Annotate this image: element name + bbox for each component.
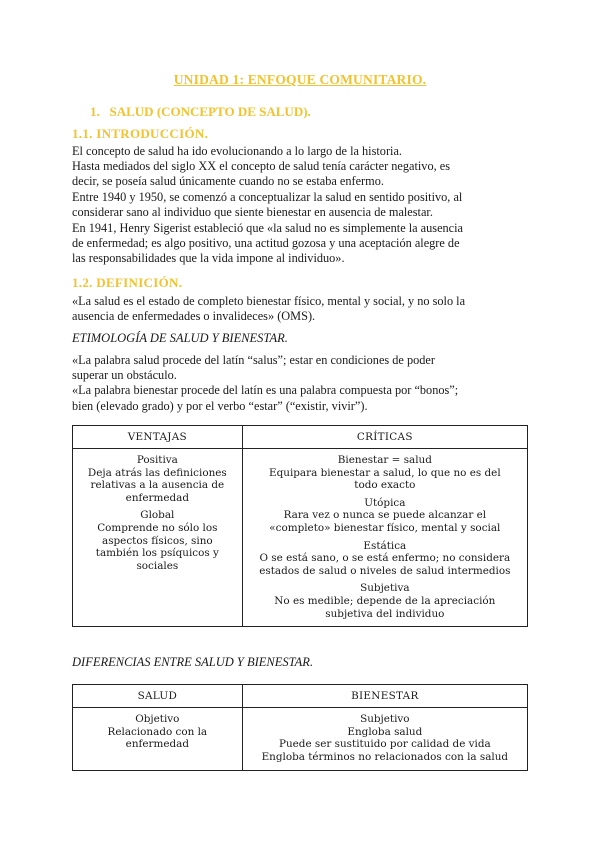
critica-title: Subjetiva	[360, 582, 410, 595]
critica-line: todo exacto	[354, 479, 416, 492]
etymology-heading: ETIMOLOGÍA DE SALUD Y BIENESTAR.	[72, 331, 288, 345]
header-bienestar: BIENESTAR	[242, 685, 527, 708]
critica-line: «completo» bienestar físico, mental y social	[269, 521, 501, 534]
text-line: decir, se poseía salud únicamente cuando no se estaba enfermo.	[72, 174, 384, 189]
ventaja-line: también los psíquicos y	[95, 547, 219, 560]
text-line: superar un obstáculo.	[72, 368, 177, 383]
salud-line: enfermedad	[125, 738, 189, 751]
section-label: SALUD (CONCEPTO DE SALUD).	[109, 104, 311, 119]
ventajas-cell	[73, 449, 243, 627]
section-heading-salud	[90, 104, 311, 120]
critica-title: Utópica	[364, 496, 406, 509]
text-line: «La palabra bienestar procede del latín es una palabra compuesta por “bonos”;	[72, 383, 459, 398]
definition-paragraph	[72, 294, 532, 324]
text-line: las responsabilidades que la vida impone al individuo».	[72, 251, 345, 266]
bienestar-line: Subjetivo	[360, 713, 410, 725]
text-line: bien (elevado grado) y por el verbo “estar” (“existir, vivir”).	[72, 398, 368, 413]
bienestar-line: Engloba salud	[347, 725, 423, 738]
ventaja-line: enfermedad	[125, 491, 189, 504]
text-line: Entre 1940 y 1950, se comenzó a conceptualizar la salud en sentido positivo, al	[72, 189, 463, 204]
text-line: «La salud es el estado de completo bienestar físico, mental y social, y no solo la	[72, 294, 466, 308]
criticas-cell	[242, 449, 527, 627]
header-ventajas: VENTAJAS	[73, 426, 243, 449]
definition-heading: 1.2. DEFINICIÓN.	[72, 275, 183, 290]
bienestar-cell	[242, 708, 527, 771]
ventaja-line: sociales	[136, 559, 179, 572]
critica-line: subjetiva del individuo	[325, 607, 445, 620]
text-line: «La palabra salud procede del latín “salus”; estar en condiciones de poder	[72, 353, 435, 367]
etymology-paragraph	[72, 353, 532, 414]
critica-line: Rara vez o nunca se puede alcanzar el	[283, 509, 487, 522]
intro-paragraph	[72, 144, 532, 220]
ventaja-line: Comprende no sólo los	[97, 521, 218, 534]
salud-cell	[73, 708, 243, 771]
advantages-critiques-table	[72, 425, 528, 627]
text-line: Hasta mediados del siglo XX el concepto de salud tenía carácter negativo, es	[72, 159, 450, 174]
ventaja-title: Global	[140, 509, 175, 522]
critica-title: Estática	[363, 539, 407, 552]
critica-line: O se está sano, o se está enfermo; no considera	[259, 552, 511, 565]
ventaja-title: Positiva	[136, 454, 178, 466]
section-number: 1.	[90, 104, 100, 119]
bienestar-line: Engloba términos no relacionados con la salud	[261, 750, 509, 763]
salud-line: Objetivo	[135, 713, 180, 725]
intro-heading: 1.1. INTRODUCCIÓN.	[72, 126, 209, 141]
critica-line: estados de salud o niveles de salud intermedios	[259, 564, 511, 577]
sigerist-paragraph	[72, 221, 532, 267]
text-line: de enfermedad; es algo positivo, una actitud gozosa y una aceptación alegre de	[72, 236, 460, 251]
unit-title: UNIDAD 1: ENFOQUE COMUNITARIO.	[173, 72, 427, 87]
text-line: considerar sano al individuo que siente bienestar en ausencia de malestar.	[72, 204, 433, 219]
header-criticas: CRÍTICAS	[242, 426, 527, 449]
critica-line: No es medible; depende de la apreciación	[274, 594, 496, 607]
salud-line: Relacionado con la	[107, 725, 208, 738]
text-line: En 1941, Henry Sigerist estableció que «la salud no es simplemente la ausencia	[72, 221, 464, 235]
differences-heading: DIFERENCIAS ENTRE SALUD Y BIENESTAR.	[72, 655, 314, 669]
ventaja-line: aspectos físicos, sino	[102, 534, 213, 547]
header-salud: SALUD	[73, 685, 243, 708]
critica-title: Bienestar = salud	[337, 454, 432, 466]
bienestar-line: Puede ser sustituido por calidad de vida	[278, 738, 491, 751]
text-line: ausencia de enfermedades o invalideces» (OMS).	[72, 309, 316, 324]
text-line: El concepto de salud ha ido evolucionando a lo largo de la historia.	[72, 144, 402, 158]
ventaja-line: relativas a la ausencia de	[90, 479, 225, 492]
salud-bienestar-table	[72, 684, 528, 771]
critica-line: Equipara bienestar a salud, lo que no es del	[269, 466, 501, 479]
ventaja-line: Deja atrás las definiciones	[87, 466, 227, 479]
